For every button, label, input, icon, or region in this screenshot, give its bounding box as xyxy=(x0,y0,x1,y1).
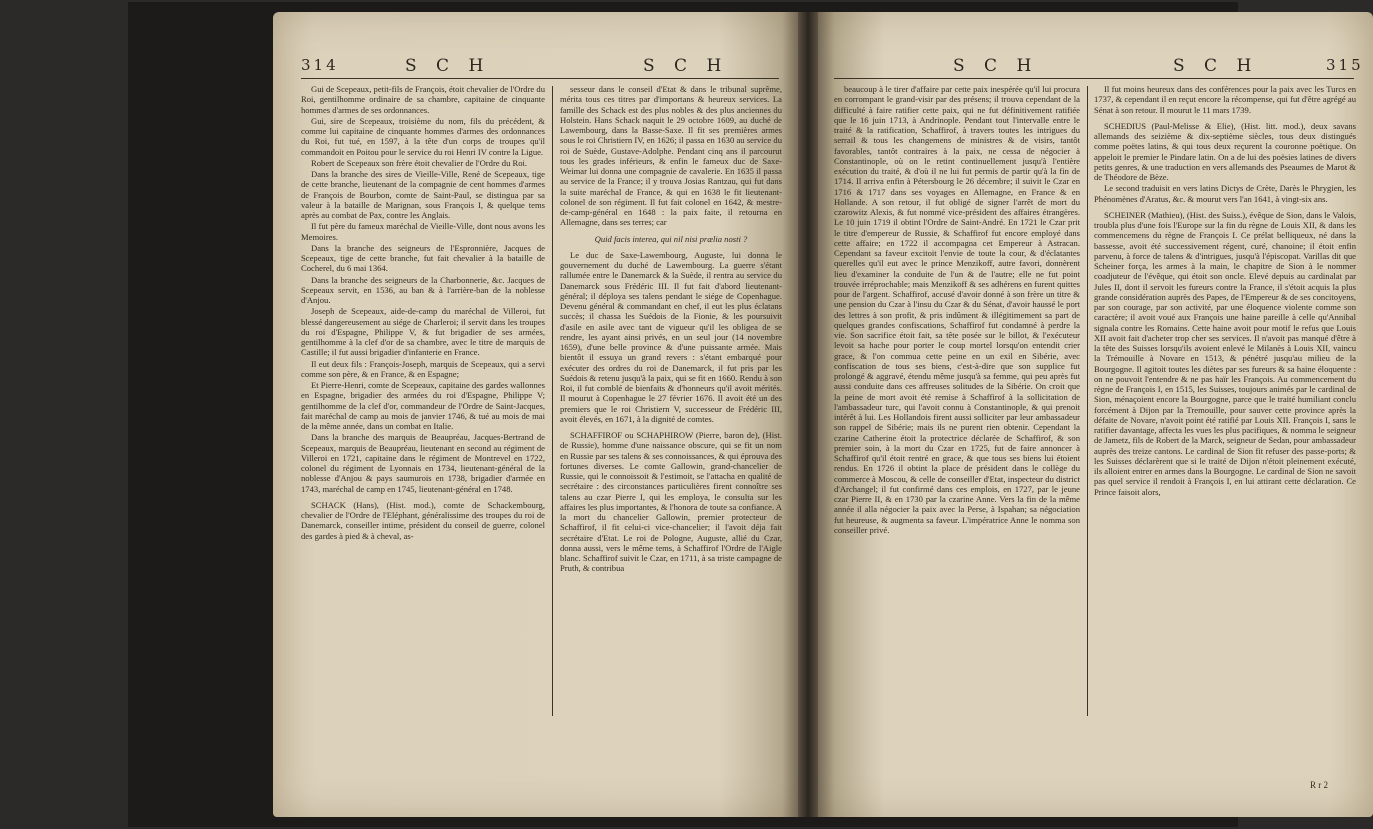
paragraph: Gui de Scepeaux, petit-fils de François, étoit chevalier de l'Ordre du Roi, gentilhomme ordinaire de sa chambre, capitaine de cinquante hommes d'armes de ses ordonnances. xyxy=(301,84,545,115)
book-inner xyxy=(128,2,1364,827)
paragraph: beaucoup à le tirer d'affaire par cette paix inespérée qu'il lui procura en corrompant le grand-visir par des présens; il trouva cependant de la difficulté à faire ratifier cette paix, qui ne fut définitivement ratifiée que le 16 juin 1713, à Andrinople. Pendant tout l'intervalle entre le traité & la ratification, Schaffirof, à travers toutes les intrigues du serrail & tous les changemens de ministres & de visirs, tantôt favorables, tantôt contraires à la paix, ne cessa de négocier à Constantinople, où on le retint continuellement jusqu'à l'entière exécution du traité, & d'où il ne lui fut permis de partir qu'à la fin de 1714. Il arriva enfin à Pétersbourg le 26 décembre; il suivit le Czar en 1716 & 1717 dans ses voyages en Allemagne, en France & en Hollande. A son retour, il fut obligé de signer l'arrêt de mort du czarowitz Alexis, & fut nommé vice-président des affaires étrangères. Le 10 juin 1719 il obtint l'Ordre de Saint-André. En 1721 le Czar prit le titre d'empereur de Russie, & Schaffirof fut encore employé dans cette affaire; en 1722 il accompagna cet Empereur à Astracan. Cependant sa faveur excitoit l'envie de toute la cour, & d'éclatantes querelles qu'il eut avec le prince Menzikoff, autre favori, donnèrent lieu d'examiner la conduite de l'un & de l'autre; elle ne fut point trouvée irréprochable; mais Menzikoff & ses adhérens en furent quittes pour de l'argent. Schaffirof, accusé d'avoir donné à son frère un titre & une pension du Czar à l'insu du Czar & du Sénat, d'avoir haussé le port des lettres à son profit, & pris indûment & illégitimement sa part de quelques grandes confiscations, Schaffirof fut condamné à perdre la vie. Son sacrifice étoit fait, sa tête posée sur le billot, & l'exécuteur levoit sa hache pour porter le coup mortel lorsqu'on entendit crier grace, & l'on commua cette peine en un exil en Sibérie, avec confiscation de tous ses biens, c'est-à-dire que son supplice fut prolongé & aggravé, étendu même jusqu'à sa femme, qui peu après fut aussi conduite dans ces affreuses solitudes de la Sibérie. On croit que la peine de mort avoit été remise à Schaffirof à la sollicitation de l'ambassadeur turc, qui l'avoit connu à Constantinople, & qui prenoit intérêt à lui. Les Hollandois firent aussi solliciter par leur ambassadeur son rappel de Sibérie; mais ils ne purent rien obtenir. Cependant la czarine Catherine étoit la protectrice déclarée de Schaffirof, & son premier soin, à la mort du Czar en 1725, fut de faire annoncer à Schaffirof qu'il étoit rentré en grace, & que tous ses biens lui étoient rendus. En 1726 il obtint la place de président dans le collège du commerce à Moscou, & celle de conseiller d'Etat, inspecteur du district d'Archangel; il fut confirmé dans ces emplois, en 1727, par le jeune czar Pierre II, & en 1730 par la czarine Anne. Vers la fin de la même année il alla négocier la paix avec la Perse, à Ispahan; sa négociation fut heureuse, & augmenta sa faveur. L'impératrice Anne le nomma son conseiller privé. xyxy=(834,84,1080,535)
paragraph: Dans la branche des marquis de Beaupréau, Jacques-Bertrand de Scepeaux, marquis de Beaupréau, lieutenant en second au régiment de Villeroi en 1721, capitaine dans le régiment de Montrevel en 1722, colonel du régiment de Lyonnais en 1734, lieutenant-général de la noblesse d'Anjou & pays saumurois en 1738, brigadier d'armée en 1743, maréchal de camp en 1745, lieutenant-général en 1748. xyxy=(301,432,545,494)
paragraph: Le duc de Saxe-Lawembourg, Auguste, lui donna le gouvernement du duché de Lawembourg. La guerre s'étant rallumée entre le Danemarck & la Suède, il rentra au service du Danemarck sous Frédéric III. Il fut fait d'abord lieutenant-général; il déploya ses talens pendant le siége de Copenhague. Devenu général & commandant en chef, il eut les plus éclatans succès; il chassa les Suédois de la Fionie, & les poursuivit d'asile en asile avec tant de vigueur qu'il les obligea de se rendre, les ayant ainsi privés, en un seul jour (14 novembre 1659), d'une belle province & d'une puissante armée. Mais bientôt il essuya un grand revers : s'étant embarqué pour exécuter des ordres du roi de Danemarck, il fut pris par les Suédois & retenu jusqu'à la paix, qui se fit en 1660. Rendu à son Roi, il fut comblé de bienfaits & d'honneurs qu'il avoit mérités. Il mourut à Copenhague le 27 février 1676. Il avoit été un des premiers que le roi Christiern V, successeur de Frédéric III, avoit élevés, en 1671, à la dignité de comtes. xyxy=(560,249,782,424)
paragraph: Il eut deux fils : François-Joseph, marquis de Scepeaux, qui a servi comme son père, & en France, & en Espagne; xyxy=(301,358,545,379)
left-column-2 xyxy=(560,84,782,575)
right-column-divider xyxy=(1087,86,1088,716)
right-header-right: S C H xyxy=(1173,56,1259,76)
signature-mark: R r 2 xyxy=(1310,780,1328,790)
right-page xyxy=(818,12,1373,817)
paragraph: Le second traduisit en vers latins Dictys de Crète, Darès le Phrygien, les Phénomènes d'Aratus, &c. & mourut vers l'an 1641, à vingt-six ans. xyxy=(1094,183,1356,204)
left-column-1 xyxy=(301,84,545,542)
left-header-rule xyxy=(301,78,779,79)
right-page-number: 315 xyxy=(1326,56,1364,74)
left-page-number: 314 xyxy=(301,56,339,74)
left-page xyxy=(273,12,798,817)
paragraph: Robert de Scepeaux son frère étoit chevalier de l'Ordre du Roi. xyxy=(311,157,528,168)
paragraph: Quid facis interea, qui nil nisi prælia nosti ? xyxy=(594,233,748,244)
paragraph: Il fut moins heureux dans des conférences pour la paix avec les Turcs en 1737, & cependant il en reçut encore la récompense, qui fut d'être agrégé au Sénat à son retour. Il mourut le 11 mars 1739. xyxy=(1094,84,1356,115)
book-gutter xyxy=(798,12,818,817)
paragraph: SCHAFFIROF ou SCHAPHIROW (Pierre, baron de), (Hist. de Russie), homme d'une naissance obscure, qui se fit un nom en Russie par ses talens & ses connoissances, & qui éprouva des fortunes diverses. Le comte Gallowin, grand-chancelier de Russie, qui le connoissoit & l'estimoit, se l'attacha en qualité de secrétaire : des circonstances particulières firent connoître ses talens au czar Pierre I, qui les employa, le consulta sur les affaires les plus importantes, & l'honora de toute sa confiance. A la mort du chancelier Gallowin, premier protecteur de Schaffirof, il fit celui-ci vice-chancelier; il l'avoit déja fait secrétaire d'Etat. Le roi de Pologne, Auguste, allié du Czar, donna aussi, vers le même tems, à Schaffirof l'Ordre de l'Aigle blanc. Schaffirof suivit le Czar, en 1711, à sa triste campagne de Pruth, & contribua xyxy=(560,430,782,574)
right-column-2 xyxy=(1094,84,1356,498)
right-header-rule xyxy=(834,78,1354,79)
right-column-1 xyxy=(834,84,1080,536)
paragraph: SCHACK (Hans), (Hist. mod.), comte de Schackembourg, chevalier de l'Ordre de l'Eléphant, généralissime des troupes du roi de Danemarck, conseiller intime, président du conseil de guerre, colonel des gardes à pied & à cheval, as- xyxy=(301,499,545,541)
left-header-left: S C H xyxy=(405,56,491,76)
paragraph: sesseur dans le conseil d'Etat & dans le tribunal suprême, mérita tous ces titres par d'importans & heureux services. La famille des Schack est des plus nobles & des plus anciennes du Holstein. Hans Schack naquit le 29 octobre 1609, au duché de Lawembourg, dans la Basse-Saxe. Il fit ses premières armes sous le roi Christiern IV, en 1626; il passa en 1630 au service du roi de Suède, Gustave-Adolphe. Pendant cinq ans il parcourut tous les grades inférieurs, & enfin le fameux duc de Saxe-Weimar lui donna une compagnie de cavalerie. En 1635 il passa au service de la France; il y trouva Josias Rantzau, qui fut dans la suite maréchal de France, & qui en 1638 le fit lieutenant-colonel de son régiment. Il fut fait colonel en 1642, & mestre-de-camp-général en 1648 : la paix faite, il retourna en Allemagne, dans ses terres; car xyxy=(560,84,782,228)
paragraph: Dans la branche des seigneurs de la Charbonnerie, &c. Jacques de Scepeaux servit, en 1536, au ban & à l'arrière-ban de la noblesse d'Anjou. xyxy=(301,274,545,305)
paragraph: Gui, sire de Scepeaux, troisième du nom, fils du précédent, & comme lui capitaine de cinquante hommes d'armes des ordonnances du Roi, fut tué, en 1597, à la tête d'un corps de troupes qu'il commandoit en Poitou pour le service du roi Henri IV contre la Ligue. xyxy=(301,115,545,157)
left-column-divider xyxy=(552,86,553,716)
paragraph: Et Pierre-Henri, comte de Scepeaux, capitaine des gardes wallonnes en Espagne, brigadier des armées du roi d'Espagne, Philippe V; gentilhomme de la clef d'or, commandeur de l'Ordre de Saint-Jacques, fait maréchal de camp au mois de janvier 1746, & tué au mois de mai de la même année, dans un combat en Italie. xyxy=(301,380,545,431)
paragraph: SCHEINER (Mathieu), (Hist. des Suiss.), évêque de Sion, dans le Valois, troubla plus d'une fois l'Europe sur la fin du règne de Louis XII, & dans les commencemens du règne de François I. Ce prélat belliqueux, né dans la bassesse, avoit été successivement régent, curé, chanoine; il étoit enfin parvenu, à force de talens & d'intrigues, jusqu'à l'épiscopat. Varillas dit que Scheiner força, les armes à la main, le chapitre de Sion à le nommer coadjuteur de l'évêque, qui étoit son oncle. Elevé depuis au cardinalat par Jules II, dont il servoit les fureurs contre la France, il s'étoit acquis la plus grande considération auprès des Papes, de l'Empereur & de ses concitoyens, par son courage, par son activité, par une éloquence violente comme son caractère; il avoit voué aux François une haine pareille à celle qu'Annibal signala contre les Romains. Cette haine avoit pour motif le refus que Louis XII avoit fait d'acheter trop cher ses services. Il n'avoit pas manqué d'être à la tête des Suisses lorsqu'ils avoient enlevé le Milanès à Louis XII, vaincu la Trémouille à Novare en 1513, & pénétré jusqu'au milieu de la Bourgogne. Il agitoit toutes les diètes par ses fureurs & sa haine éloquente : on ne pouvoit l'entendre & ne pas haïr les François. Au commencement du règne de François I, en 1515, les Suisses, toujours animés par le cardinal de Sion, ménaçoient encore la Bourgogne, parce que le traité humiliant conclu forcément à Dijon par la Tremouille, pour sauver cette province après la défaite de Novare, n'avoit point été ratifié par Louis XII. François I, sans le ratifier davantage, affecta les vues les plus pacifiques, & nomma le seigneur de Jametz, fils de Robert de la Marck, seigneur de Sedan, pour ambassadeur auprès des treize cantons. Le cardinal de Sion fit refuser des passe-ports; & les Suisses déclarèrent que si le traité de Dijon n'étoit pleinement exécuté, ils alloient entrer en armes dans la Bourgogne. Le cardinal de Sion ne savoit pas quel service il rendoit à François I, en lui attirant cette déclaration. Ce Prince faisoit alors, xyxy=(1094,209,1356,497)
paragraph: Il fut père du fameux maréchal de Vieille-Ville, dont nous avons les Memoires. xyxy=(301,221,545,242)
paragraph: Joseph de Scepeaux, aide-de-camp du maréchal de Villeroi, fut blessé dangereusement au siége de Charleroi; il servit dans les troupes du roi d'Espagne, Philippe V, & fut brigadier de ses armées, gentilhomme à la clef d'or de sa chambre, avec le titre de marquis de Castille; il fut aussi brigadier d'infanterie en France. xyxy=(301,306,545,358)
right-header-left: S C H xyxy=(953,56,1039,76)
paragraph: Dans la branche des seigneurs de l'Espronnière, Jacques de Scepeaux, tige de cette branche, fut fait chevalier à la bataille de Cocherel, du 6 mai 1364. xyxy=(301,242,545,274)
paragraph: SCHEDIUS (Paul-Melisse & Elie), (Hist. litt. mod.), deux savans allemands des seizième & dix-septième siècles, tous deux distingués comme poëtes latins, & qui tous deux reçurent la couronne poëtique. On appeloit le premier le Pindare latin. On a de lui des poësies latines de divers petits genres, & une traduction en vers allemands des Pseaumes de Marot & de Théodore de Bèze. xyxy=(1094,120,1356,182)
paragraph: Dans la branche des sires de Vieille-Ville, René de Scepeaux, tige de cette branche, lieutenant de la compagnie de cent hommes d'armes de François de Bourbon, comte de Saint-Paul, se distingua par sa valeur à la bataille de Marignan, sous François I, & quelque tems après au combat de Pax, contre les Anglais. xyxy=(301,169,545,220)
left-header-center: S C H xyxy=(643,56,729,76)
